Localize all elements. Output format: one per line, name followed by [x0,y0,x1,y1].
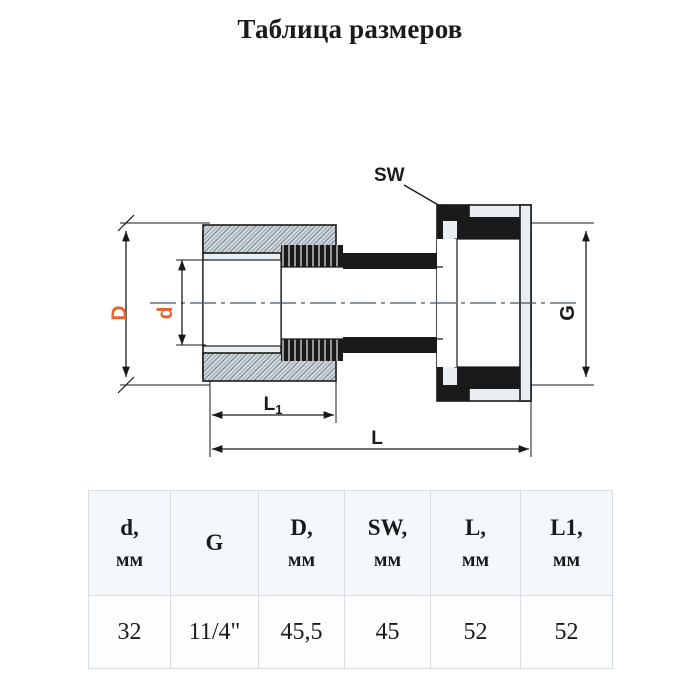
dimension-g [531,223,594,385]
table-body [89,596,613,669]
dimension-l [210,401,531,457]
header-name-l: L [464,514,481,540]
cell-l: 52 [431,596,521,669]
table-header-row [89,491,613,596]
table-header [89,491,613,596]
svg-text:L1 [264,394,283,417]
label-d-outer: D [108,305,131,321]
dimension-table-wrap [88,490,612,669]
table-row [89,596,613,669]
header-name-D: D [290,514,307,540]
dimension-sw [374,165,452,213]
cell-l1: 52 [521,596,613,669]
page-title: Таблица размеров [237,14,463,44]
cell-d: 32 [89,596,171,669]
table-header-cell-g [171,491,259,596]
header-unit-d: мм [115,549,144,572]
header-unit-l: мм [461,549,490,572]
label-l1: L [263,394,276,415]
header-unit-l1: мм [552,549,581,572]
table-header-cell-l1: L1, мм [521,491,613,596]
dimension-l1 [210,381,336,423]
table-header-cell-D: D, мм [259,491,345,596]
label-g: G [557,305,579,321]
label-l1-subscript: 1 [275,402,283,417]
drawing-svg [0,45,700,465]
table-header-cell-d: d, мм [89,491,171,596]
header-unit-sw: мм [373,549,402,572]
header-name-l1: L1 [550,514,578,540]
table-header-cell-l: L, мм [431,491,521,596]
header-name-g: G [205,530,224,556]
label-d-inner: d [154,306,177,320]
header-name-sw: SW [367,514,402,540]
fitting-dimension-drawing [0,45,700,465]
dimension-table [88,490,613,669]
header-name-d: d [120,514,134,540]
cell-g: 11/4" [171,596,259,669]
label-sw: SW [374,165,405,186]
dimension-d-outer [108,215,210,393]
label-l: L [371,428,383,449]
cell-D: 45,5 [259,596,345,669]
table-header-cell-sw: SW, мм [345,491,431,596]
cell-sw: 45 [345,596,431,669]
header-unit-D: мм [287,549,316,572]
